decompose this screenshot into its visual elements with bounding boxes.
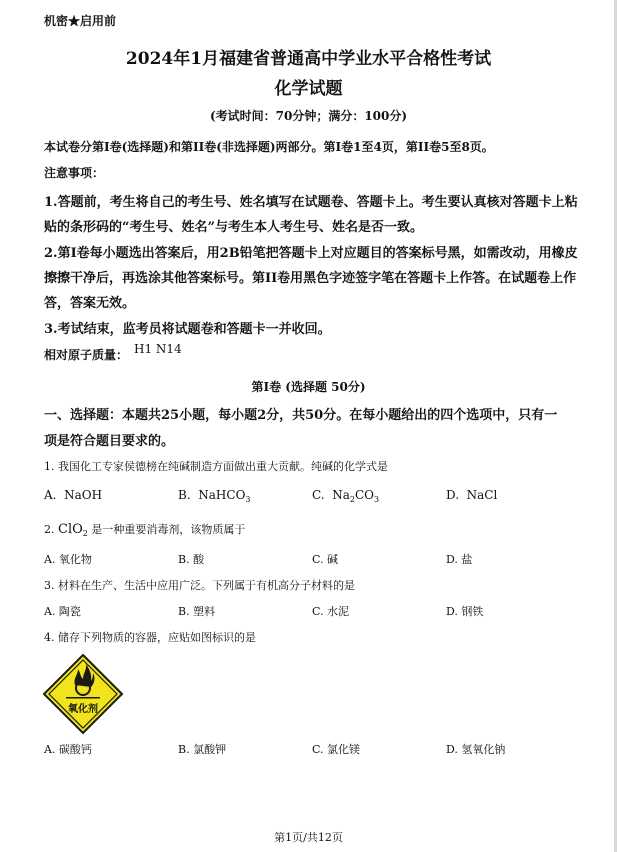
subject-title: 化学试题 xyxy=(274,79,343,99)
atomic-mass xyxy=(44,342,182,363)
q2-option-d: D. 盐 xyxy=(446,553,473,566)
note-2c: 答，答案无效。 xyxy=(44,296,136,311)
q4-option-d: D. 氢氧化钠 xyxy=(446,743,506,756)
page-footer: 第1页/共12页 xyxy=(274,831,343,844)
section-1-instr-b: 项是符合题目要求的。 xyxy=(44,434,175,449)
q3-option-c: C. 水泥 xyxy=(312,605,350,618)
q1-option-d: D. NaCl xyxy=(446,488,498,502)
oxidizer-hazard-icon xyxy=(42,653,124,735)
note-2a: 2.第I卷每小题选出答案后，用2B铅笔把答题卡上对应题目的答案标号黑，如需改动，用橡皮 xyxy=(44,246,578,261)
exam-meta: (考试时间：70分钟；满分：100分) xyxy=(209,109,408,123)
oxidizer-hazard-sign xyxy=(42,653,124,735)
q4-stem: 4. 储存下列物质的容器，应贴如图标识的是 xyxy=(44,631,256,644)
note-2b: 擦擦干净后，再选涂其他答案标号。第II卷用黑色字迹签字笔在答题卡上作答。在试题卷上作 xyxy=(44,271,577,286)
q2-option-b: B. 酸 xyxy=(178,553,205,566)
note-1a: 1.答题前，考生将自己的考生号、姓名填写在试题卷、答题卡上。考生要认真核对答题卡上粘 xyxy=(44,195,578,210)
q1-option-c: C. $Na_2CO_3$ xyxy=(312,488,380,504)
intro-text: 本试卷分第I卷(选择题)和第II卷(非选择题)两部分。第I卷1至4页，第II卷5至8页。 xyxy=(44,140,494,154)
q4-option-b: B. 氯酸钾 xyxy=(178,743,227,756)
q2-stem: 2. ClO$_2$ 是一种重要消毒剂，该物质属于 xyxy=(44,522,246,538)
notes-heading: 注意事项： xyxy=(44,166,105,180)
atomic-mass-values: H1 N14 xyxy=(134,342,182,356)
q4-option-a: A. 碳酸钙 xyxy=(44,743,92,756)
q3-option-a: A. 陶瓷 xyxy=(44,605,81,618)
q3-option-b: B. 塑料 xyxy=(178,605,216,618)
confidential-mark: 机密★启用前 xyxy=(44,14,117,28)
q4-option-c: C. 氯化镁 xyxy=(312,743,361,756)
q3-option-d: D. 钢铁 xyxy=(446,605,484,618)
q3-stem: 3. 材料在生产、生活中应用广泛。下列属于有机高分子材料的是 xyxy=(44,579,355,592)
atomic-mass-label: 相对原子质量： xyxy=(44,348,129,362)
note-1b: 贴的条形码的“考生号、姓名”与考生本人考生号、姓名是否一致。 xyxy=(44,220,423,235)
oxidizer-sign-label: 氧化剂 xyxy=(68,704,98,715)
note-3: 3.考试结束，监考员将试题卷和答题卡一并收回。 xyxy=(44,322,331,337)
q2-option-c: C. 碱 xyxy=(312,553,339,566)
q2-option-a: A. 氧化物 xyxy=(44,553,92,566)
q1-option-b: B. NaHCO$_3$ xyxy=(178,488,251,504)
exam-title: 2024年1月福建省普通高中学业水平合格性考试 xyxy=(125,49,492,69)
section-1-title: 第I卷 (选择题 50分) xyxy=(251,380,366,394)
q1-option-a: A. NaOH xyxy=(44,488,103,502)
section-1-instr-a: 一、选择题：本题共25小题，每小题2分，共50分。在每小题给出的四个选项中，只有一 xyxy=(44,408,558,423)
q1-stem: 1. 我国化工专家侯德榜在纯碱制造方面做出重大贡献。纯碱的化学式是 xyxy=(44,460,388,473)
